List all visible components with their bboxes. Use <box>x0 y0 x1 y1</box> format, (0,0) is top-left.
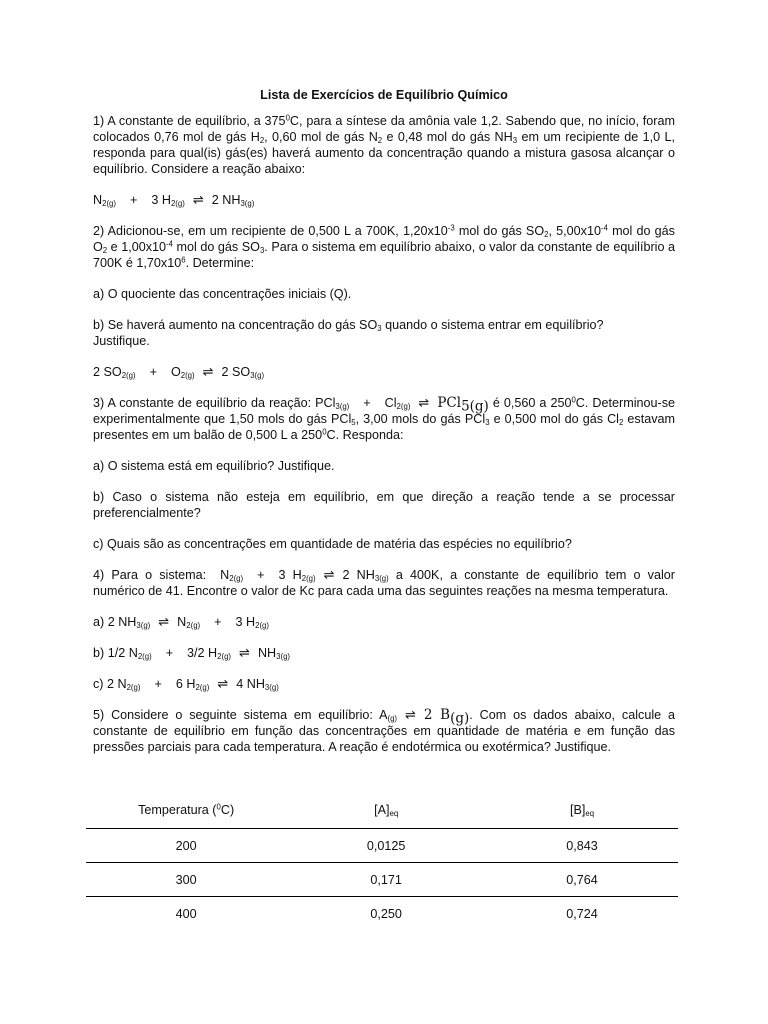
table-cell: 0,843 <box>486 829 678 863</box>
table-cell: 0,764 <box>486 863 678 897</box>
question-4a: a) 2 $NH_{3(g)}$ ⇌ $N_{2(g)} + 3$ $H_{2(g)}$ <box>93 614 269 630</box>
question-3b: b) Caso o sistema não esteja em equilíbrio, em que direção a reação tende a se processar preferencialmente? <box>93 490 675 520</box>
document-title: Lista de Exercícios de Equilíbrio Químico <box>260 88 508 102</box>
table-header-row <box>86 792 678 829</box>
table-cell: 300 <box>86 863 286 897</box>
equilibrium-arrow-icon: ⇌ <box>192 192 204 207</box>
table-cell: 0,0125 <box>286 829 486 863</box>
table-row <box>86 897 678 931</box>
column-header-b-eq: $[B]_{eq}$ <box>486 792 678 829</box>
equilibrium-arrow-icon: ⇌ <box>239 645 250 660</box>
table-cell: 200 <box>86 829 286 863</box>
table-cell: 0,724 <box>566 906 598 921</box>
question-2b: b) Se haverá aumento na concentração do gás $SO_3$ quando o sistema entrar em equilíbrio? Justifique. <box>93 318 604 348</box>
equilibrium-arrow-icon: ⇌ <box>405 707 416 722</box>
question-1: 1) A constante de equilíbrio, a $375^0C$, para a síntese da amônia vale 1,2. Sabendo que, no início, foram colocados 0,76 mol de gás $H_2$, 0,60 mol de gás $N_2$ e 0,48 mol do gás $NH_3$ em um recipiente de 1,0 L, responda para qual(is) gás(es) haverá aumento da concentração quando a mistura gasosa alcançar o equilíbrio. Considere a reação abaixo: <box>93 113 675 176</box>
question-2: 2) Adicionou-se, em um recipiente de 0,500 L a 700K, $1,20x10^{-3}$ mol do gás $SO_2$, $5,00x10^{-4}$ mol do gás $O_2$ e $1,00x10^{-4}$ mol do gás $SO_3$. Para o sistema em equilíbrio abaixo, o valor da constante de equilíbrio a 700K é $1,70x10^6$. Determine: <box>93 223 675 270</box>
table-cell: 0,250 <box>370 906 402 921</box>
equilibrium-arrow-icon: ⇌ <box>323 567 335 582</box>
table-cell: 400 <box>175 906 197 921</box>
equilibrium-arrow-icon: ⇌ <box>202 364 214 379</box>
equation-1: $N_{2(g)} + 3$ $H_{2(g)}$ ⇌ 2 $NH_{3(g)}$ <box>93 192 255 208</box>
question-3a: a) O sistema está em equilíbrio? Justifique. <box>93 459 335 473</box>
column-header-temperature: Temperatura ($^0$C) <box>86 792 286 829</box>
equation-2: 2 $SO_{2(g)} + O_{2(g)}$ ⇌ 2 $SO_{3(g)}$ <box>93 364 265 380</box>
table-cell: 0,171 <box>286 863 486 897</box>
question-4c: c) 2 $N_{2(g)} + 6$ $H_{2(g)}$ ⇌ 4 $NH_{3(g)}$ <box>93 676 279 692</box>
equilibrium-arrow-icon: ⇌ <box>158 614 170 629</box>
data-table <box>86 792 678 930</box>
table-row <box>86 863 678 897</box>
question-3c: c) Quais são as concentrações em quantidade de matéria das espécies no equilíbrio? <box>93 537 572 551</box>
equilibrium-arrow-icon: ⇌ <box>418 395 430 410</box>
question-4b: b) 1/2 $N_{2(g)} + 3/2$ $H_{2(g)}$ ⇌ $NH_{3(g)}$ <box>93 645 291 661</box>
equilibrium-arrow-icon: ⇌ <box>217 676 229 691</box>
question-4: 4) Para o sistema: $N_{2(g)} + 3$ $H_{2(g)}$ ⇌ 2 $NH_{3(g)}$ a 400K, a constante de equilíbrio tem o valor numérico de 41. Encontre o valor de Kc para cada uma das seguintes reações na mesma temperatura. <box>93 567 675 598</box>
table-row <box>86 829 678 863</box>
document-page <box>93 82 675 770</box>
question-2a: a) O quociente das concentrações iniciais (Q). <box>93 287 352 301</box>
question-3: 3) A constante de equilíbrio da reação: $PCl_{3(g)} + Cl_{2(g)}$ ⇌ PCl$_{5(g)}$ é 0,560 a $250^0C$. Determinou-se experimentalmente que 1,50 mols do gás PCl$_5$, 3,00 mols do gás PCl$_3$ e 0,500 mol do gás $Cl_2$ estavam presentes em um balão de 0,500 L a $250^0C$. Responda: <box>93 395 676 442</box>
question-5: 5) Considere o seguinte sistema em equilíbrio: $A_{(g)}$ ⇌ 2 $B_{(g)}$. Com os dados abaixo, calcule a constante de equilíbrio em função das concentrações em quantidade de matéria e em função das pressões parciais para cada temperatura. A reação é endotérmica ou exotérmica? Justifique. <box>93 707 675 754</box>
column-header-a-eq: $[A]_{eq}$ <box>286 792 486 829</box>
